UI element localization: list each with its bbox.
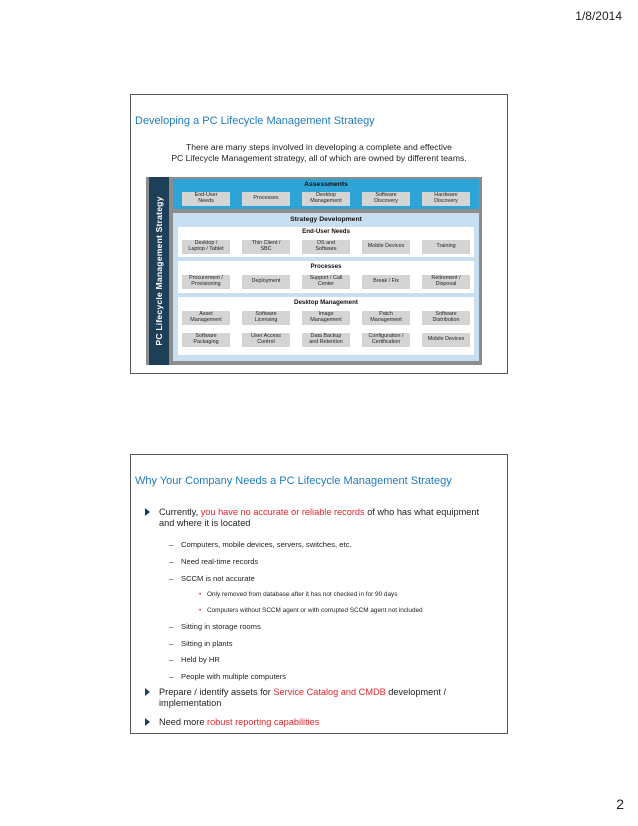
sub-sub-bullet: • Computers without SCCM agent or with corrupted SCCM agent not included bbox=[199, 607, 423, 614]
sub-bullet: – Computers, mobile devices, servers, switches, etc. bbox=[169, 540, 352, 549]
slide-developing-strategy bbox=[130, 94, 508, 374]
highlight-text: robust reporting capabilities bbox=[207, 717, 320, 727]
desktop-management-item: Software Licensing bbox=[242, 311, 290, 325]
bullet-reporting: Need more robust reporting capabilities bbox=[159, 717, 319, 728]
page-number: 2 bbox=[616, 796, 624, 812]
desktop-management-item: Image Management bbox=[302, 311, 350, 325]
processes-title: Processes bbox=[310, 263, 342, 270]
end-user-needs-item: Mobile Devices bbox=[362, 240, 410, 254]
assessment-item: Hardware Discovery bbox=[422, 192, 470, 206]
slide-why-company-needs bbox=[130, 454, 508, 734]
sub-bullet: – People with multiple computers bbox=[169, 672, 287, 681]
bullet-arrow-icon bbox=[145, 688, 150, 696]
desktop-management-item: Configuration / Certification bbox=[362, 333, 410, 347]
process-item: Support / Call Center bbox=[302, 275, 350, 289]
processes-group bbox=[178, 261, 474, 293]
process-item: Procurement / Provisioning bbox=[182, 275, 230, 289]
process-item: Deployment bbox=[242, 275, 290, 289]
desktop-management-item: Software Distribution bbox=[422, 311, 470, 325]
desktop-management-title: Desktop Management bbox=[294, 299, 358, 306]
end-user-needs-title: End-User Needs bbox=[302, 228, 350, 235]
bullet-arrow-icon bbox=[145, 508, 150, 516]
assessments-title: Assessments bbox=[304, 181, 348, 188]
assessment-item: End-User Needs bbox=[182, 192, 230, 206]
strategy-diagram bbox=[146, 177, 482, 365]
sub-bullet: – Sitting in storage rooms bbox=[169, 622, 261, 631]
highlight-text: Service Catalog and CMDB bbox=[273, 687, 386, 697]
desktop-management-group bbox=[178, 297, 474, 355]
strategy-development-section bbox=[173, 213, 479, 361]
sub-bullet: – Sitting in plants bbox=[169, 639, 233, 648]
bullet-no-records: Currently, you have no accurate or reliable records of who has what equipment and where it is located bbox=[159, 507, 479, 529]
desktop-management-item: Software Packaging bbox=[182, 333, 230, 347]
process-item: Break / Fix bbox=[362, 275, 410, 289]
end-user-needs-group bbox=[178, 227, 474, 257]
end-user-needs-item: OS and Software bbox=[302, 240, 350, 254]
assessment-item: Desktop Management bbox=[302, 192, 350, 206]
process-item: Retirement / Disposal bbox=[422, 275, 470, 289]
end-user-needs-item: Thin Client / SBC bbox=[242, 240, 290, 254]
strategy-development-title: Strategy Development bbox=[290, 216, 362, 223]
end-user-needs-item: Desktop / Laptop / Tablet bbox=[182, 240, 230, 254]
sub-sub-bullet: • Only removed from database after it has not checked in for 90 days bbox=[199, 591, 398, 598]
desktop-management-item: Data Backup and Retention bbox=[302, 333, 350, 347]
highlight-text: you have no accurate or reliable records bbox=[200, 507, 365, 517]
desktop-management-item: User Access Control bbox=[242, 333, 290, 347]
diagram-side-label: PC Lifecycle Management Strategy bbox=[149, 177, 169, 365]
sub-bullet: – Held by HR bbox=[169, 655, 220, 664]
sub-bullet: – SCCM is not accurate bbox=[169, 574, 255, 583]
print-date: 1/8/2014 bbox=[575, 9, 622, 23]
assessment-item: Processes bbox=[242, 192, 290, 206]
bullet-service-catalog: Prepare / identify assets for Service Catalog and CMDB development / implementation bbox=[159, 687, 446, 709]
intro-line-1: There are many steps involved in developing a complete and effective bbox=[186, 142, 452, 152]
desktop-management-item: Patch Management bbox=[362, 311, 410, 325]
slide-title: Developing a PC Lifecycle Management Strategy bbox=[135, 115, 375, 127]
bullet-arrow-icon bbox=[145, 718, 150, 726]
assessments-section bbox=[173, 179, 479, 209]
intro-line-2: PC Lifecycle Management strategy, all of which are owned by different teams. bbox=[171, 153, 467, 163]
sub-bullet: – Need real-time records bbox=[169, 557, 259, 566]
assessment-item: Software Discovery bbox=[362, 192, 410, 206]
slide-title: Why Your Company Needs a PC Lifecycle Management Strategy bbox=[135, 475, 452, 487]
desktop-management-item: Asset Management bbox=[182, 311, 230, 325]
desktop-management-item: Mobile Devices bbox=[422, 333, 470, 347]
slide-intro bbox=[131, 142, 507, 164]
end-user-needs-item: Training bbox=[422, 240, 470, 254]
